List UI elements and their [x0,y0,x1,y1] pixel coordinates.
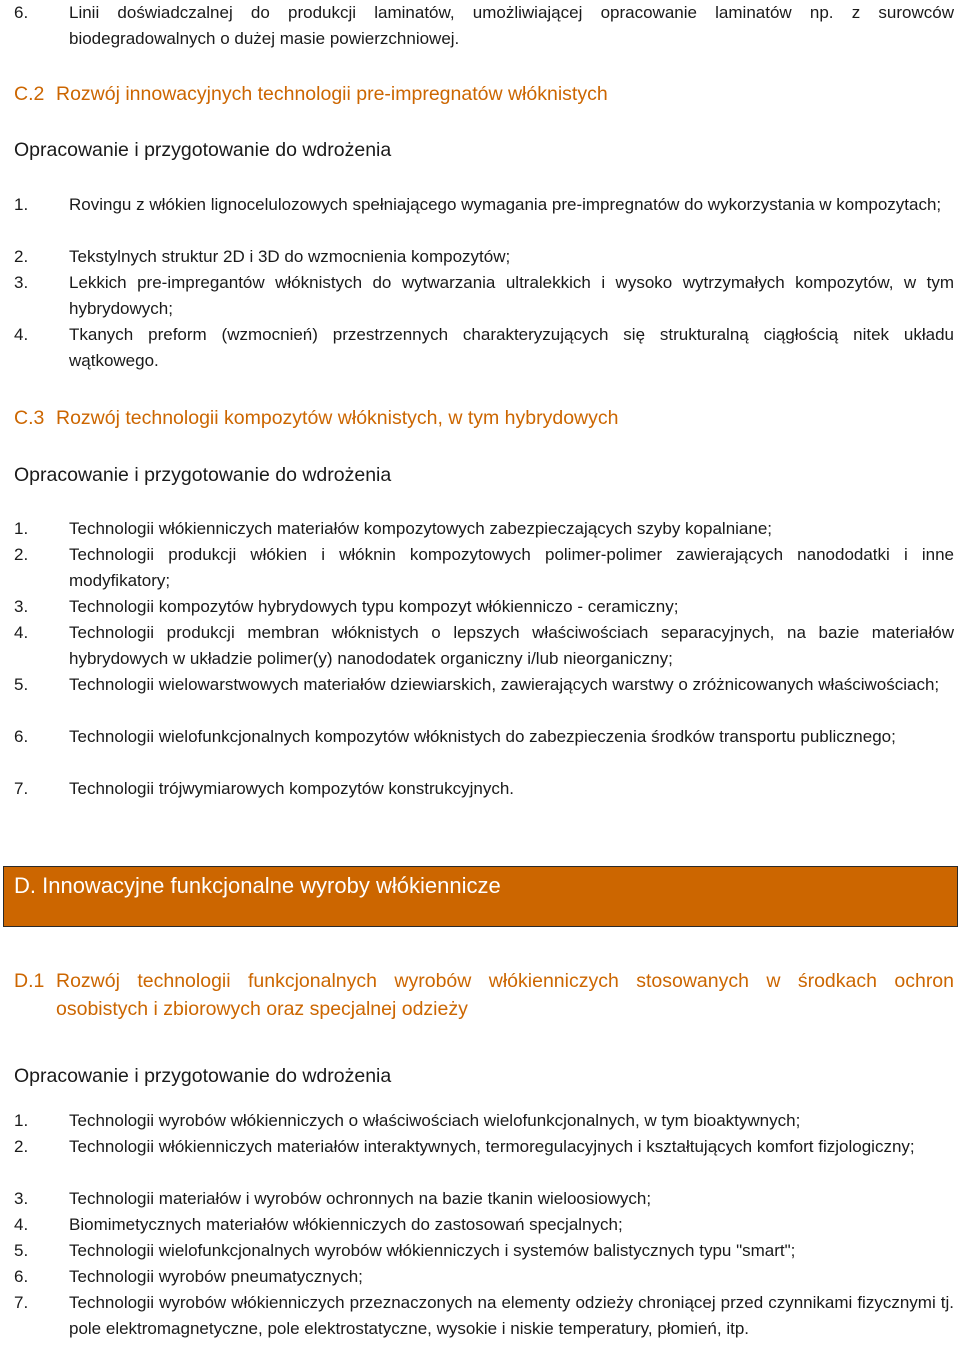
list-item [14,516,954,542]
list-item-text: Biomimetycznych materiałów włókienniczych do zastosowań specjalnych; [69,1215,623,1234]
list-item-number: 3. [14,597,29,616]
list-item-text: Technologii włókienniczych materiałów kompozytowych zabezpieczających szyby kopalniane; [69,519,773,538]
list-item-number: 5. [14,1241,29,1260]
list-item-number: 4. [14,325,29,344]
list-item-text: Technologii wielofunkcjonalnych kompozytów włóknistych do zabezpieczenia środków transportu publicznego; [69,727,896,746]
list-item-text: Rovingu z włókien lignocelulozowych spełniającego wymagania pre-impregnatów do wykorzystania w kompozytach; [69,195,942,214]
list-item-number: 6. [14,727,29,746]
list-item-number: 2. [14,1137,29,1156]
list-item [14,244,954,270]
list-item-text: Technologii wielowarstwowych materiałów dziewiarskich, zawierających warstwy o zróżnicowanych właściwościach; [69,675,940,694]
list-item-text: Technologii produkcji membran włóknistych o lepszych właściwościach separacyjnych, na bazie materiałów hybrydowych w układzie polimer(y) nanododatek organiczny i/lub nieorganiczny; [69,623,954,668]
list-item-number: 3. [14,273,29,292]
list-item [14,1212,954,1238]
list-item-number: 1. [14,1111,29,1130]
subheading: Opracowanie i przygotowanie do wdrożenia [14,1065,392,1087]
list-item-text: Technologii trójwymiarowych kompozytów konstrukcyjnych. [69,779,514,798]
list-item [14,1238,954,1264]
list-item [14,322,954,374]
list-item-text: Technologii produkcji włókien i włóknin kompozytowych polimer-polimer zawierających nanododatki i inne modyfikatory; [69,545,954,590]
list-item-text: Technologii wielofunkcjonalnych wyrobów włókienniczych i systemów balistycznych typu "smart"; [69,1241,796,1260]
section-title: Rozwój technologii kompozytów włóknistych, w tym hybrydowych [56,407,619,429]
subheading: Opracowanie i przygotowanie do wdrożenia [14,139,392,161]
list-item [14,1134,954,1160]
section-code: D.1 [14,970,45,992]
section-title: Rozwój innowacyjnych technologii pre-impregnatów włóknistych [56,83,608,105]
list-item [14,724,954,750]
list-item-number: 6. [14,3,29,22]
section-heading-c3 [14,404,954,432]
section-heading-d1 [14,967,954,1023]
list-item-number: 5. [14,675,29,694]
list-item [14,0,954,52]
list-item [14,270,954,322]
list-item-text: Linii doświadczalnej do produkcji laminatów, umożliwiającej opracowanie laminatów np. z surowców biodegradowalnych o dużej masie powierzchniowej. [69,3,954,48]
list-item [14,192,954,218]
list-item-number: 6. [14,1267,29,1286]
list-item-number: 7. [14,779,29,798]
list-item-number: 7. [14,1293,29,1312]
list-item [14,594,954,620]
list-item [14,672,954,698]
list-item-text: Technologii włókienniczych materiałów interaktywnych, termoregulacyjnych i kształtujących komfort fizjologiczny; [69,1137,915,1156]
list-item-number: 4. [14,623,29,642]
chapter-banner-title: D. Innowacyjne funkcjonalne wyroby włókiennicze [14,873,501,898]
list-item [14,1290,954,1342]
list-item [14,1186,954,1212]
list-item-text: Technologii wyrobów pneumatycznych; [69,1267,363,1286]
section-code: C.2 [14,83,45,105]
list-item-text: Tkanych preform (wzmocnień) przestrzennych charakteryzujących się strukturalną ciągłością nitek układu wątkowego. [69,325,954,370]
list-item [14,1264,954,1290]
list-item-number: 1. [14,519,29,538]
list-item-text: Technologii materiałów i wyrobów ochronnych na bazie tkanin wieloosiowych; [69,1189,652,1208]
list-item [14,620,954,672]
chapter-banner [3,866,958,927]
list-item [14,542,954,594]
section-code: C.3 [14,407,45,429]
list-item [14,776,954,802]
subheading: Opracowanie i przygotowanie do wdrożenia [14,464,392,486]
list-item-text: Technologii wyrobów włókienniczych o właściwościach wielofunkcjonalnych, w tym bioaktywnych; [69,1111,801,1130]
list-item-number: 1. [14,195,29,214]
list-item-text: Technologii kompozytów hybrydowych typu kompozyt włókienniczo - ceramiczny; [69,597,679,616]
section-heading-c2 [14,80,954,108]
list-item-number: 4. [14,1215,29,1234]
section-title: Rozwój technologii funkcjonalnych wyrobów włókienniczych stosowanych w środkach ochron osobistych i zbiorowych oraz specjalnej odzieży [56,970,954,1020]
list-item-number: 2. [14,247,29,266]
list-item-text: Tekstylnych struktur 2D i 3D do wzmocnienia kompozytów; [69,247,511,266]
list-item [14,1108,954,1134]
list-item-text: Lekkich pre-impregantów włóknistych do wytwarzania ultralekkich i wysoko wytrzymałych kompozytów, w tym hybrydowych; [69,273,954,318]
list-item-number: 3. [14,1189,29,1208]
list-item-text: Technologii wyrobów włókienniczych przeznaczonych na elementy odzieży chroniącej przed czynnikami fizycznymi tj. pole elektromagnetyczne, pole elektrostatyczne, wysokie i niskie temperatury, płomień, itp. [69,1293,954,1338]
list-item-number: 2. [14,545,29,564]
